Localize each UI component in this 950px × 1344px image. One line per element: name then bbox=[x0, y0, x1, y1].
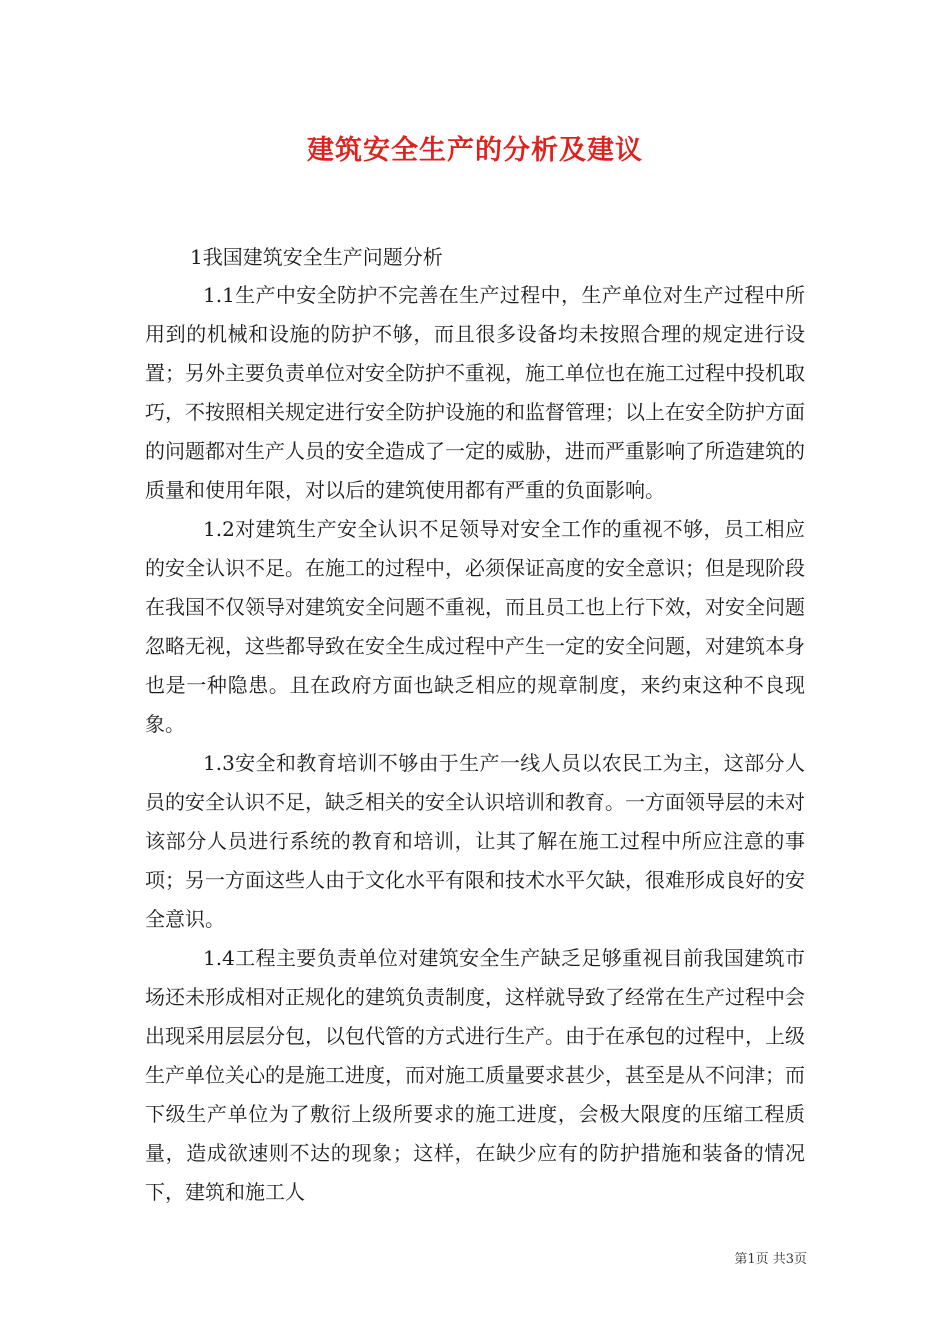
paragraph-1-2: 1.2对建筑生产安全认识不足领导对安全工作的重视不够，员工相应的安全认识不足。在施工的过程中，必须保证高度的安全意识；但是现阶段在我国不仅领导对建筑安全问题不重视，而且员工也上行下效，对安全问题忽略无视，这些都导致在安全生成过程中产生一定的安全问题，对建筑本身也是一种隐患。且在政府方面也缺乏相应的规章制度，来约束这种不良现象。 bbox=[145, 517, 805, 736]
section-heading: 1我国建筑安全生产问题分析 bbox=[190, 245, 443, 269]
document-title: 建筑安全生产的分析及建议 bbox=[307, 135, 643, 166]
document-body bbox=[145, 276, 805, 1212]
paragraph-1-3: 1.3安全和教育培训不够由于生产一线人员以农民工为主，这部分人员的安全认识不足，缺乏相关的安全认识培训和教育。一方面领导层的未对该部分人员进行系统的教育和培训，让其了解在施工过程中所应注意的事项；另一方面这些人由于文化水平有限和技术水平欠缺，很难形成良好的安全意识。 bbox=[145, 751, 805, 931]
paragraph-1-1: 1.1生产中安全防护不完善在生产过程中，生产单位对生产过程中所用到的机械和设施的防护不够，而且很多设备均未按照合理的规定进行设置；另外主要负责单位对安全防护不重视，施工单位也在施工过程中投机取巧，不按照相关规定进行安全防护设施的和监督管理；以上在安全防护方面的问题都对生产人员的安全造成了一定的威胁，进而严重影响了所造建筑的质量和使用年限，对以后的建筑使用都有严重的负面影响。 bbox=[145, 283, 805, 502]
paragraph-1-4: 1.4工程主要负责单位对建筑安全生产缺乏足够重视目前我国建筑市场还未形成相对正规化的建筑负责制度，这样就导致了经常在生产过程中会出现采用层层分包，以包代管的方式进行生产。由于在承包的过程中，上级生产单位关心的是施工进度，而对施工质量要求甚少，甚至是从不问津；而下级生产单位为了敷衍上级所要求的施工进度，会极大限度的压缩工程质量，造成欲速则不达的现象；这样，在缺少应有的防护措施和装备的情况下，建筑和施工人 bbox=[145, 946, 805, 1204]
page-footer: 第1页 共3页 bbox=[734, 1252, 807, 1267]
